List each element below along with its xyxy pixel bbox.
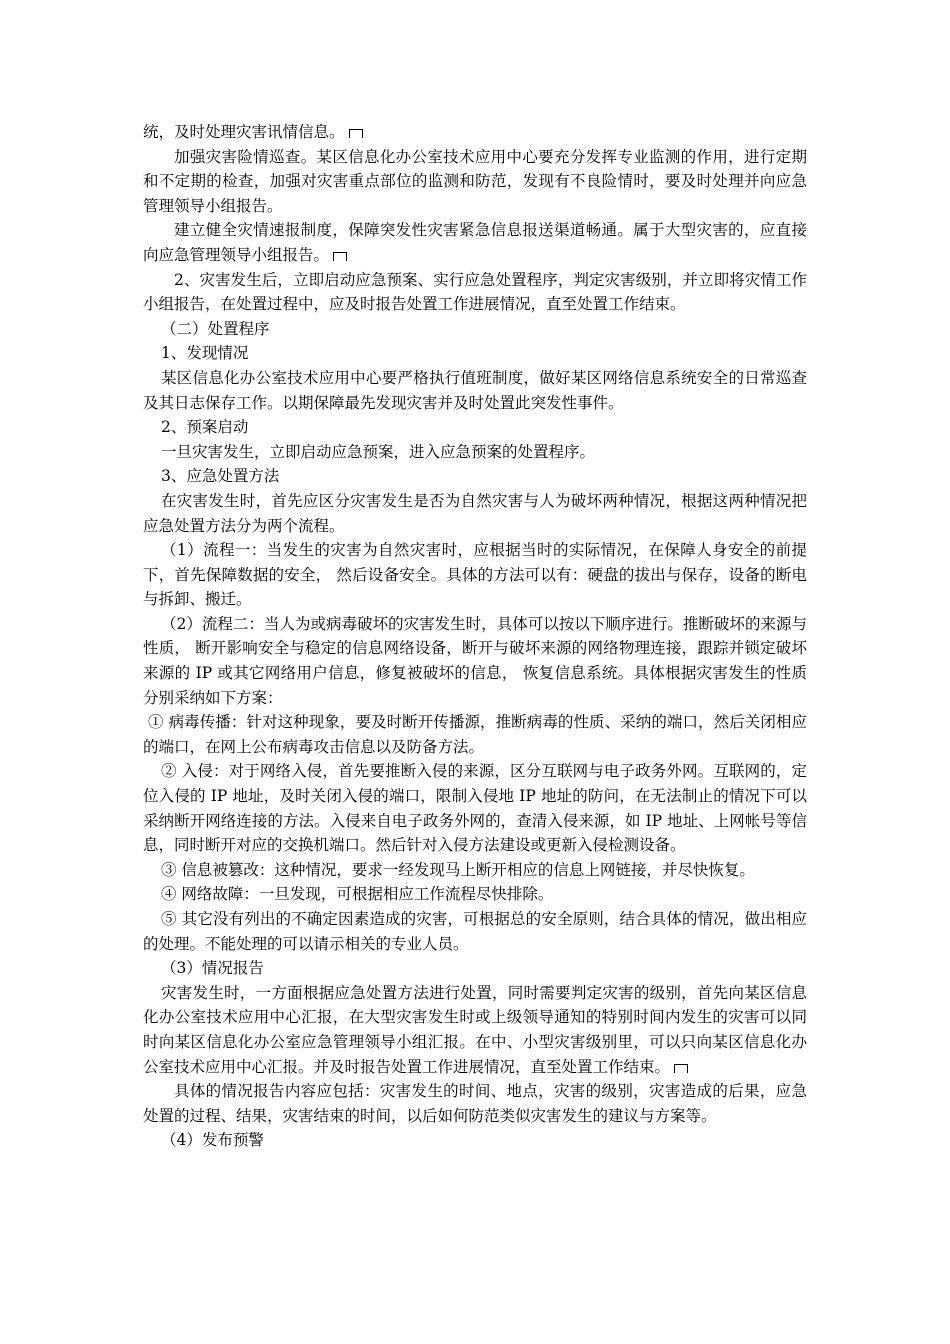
paragraph: 2、灾害发生后，立即启动应急预案、实行应急处置程序，判定灾害级别，并立即将灾情工作小组报告，在处置过程中，应及时报告处置工作进展情况，直至处置工作结束。 xyxy=(143,270,807,314)
subsection-heading: 3、应急处置方法 xyxy=(161,467,280,486)
list-item: ③ 信息被篡改：这种情况，要求一经发现马上断开相应的信息上网链接，并尽快恢复。 xyxy=(161,860,755,879)
list-item: ⑤ 其它没有列出的不确定因素造成的灾害，可根据总的安全原则，结合具体的情况，做出相应的处理。不能处理的可以请示相关的专业人员。 xyxy=(143,910,807,953)
paragraph-mark-icon xyxy=(674,1064,688,1073)
paragraph: 具体的情况报告内容应包括：灾害发生的时间、地点，灾害的级别，灾害造成的后果，应急处置的过程、结果，灾害结束的时间，以后如何防范类似灾害发生的建议与方案等。 xyxy=(143,1082,807,1125)
section-heading: （二）处置程序 xyxy=(161,319,270,338)
paragraph: 加强灾害险情巡查。某区信息化办公室技术应用中心要充分发挥专业监测的作用，进行定期和不定期的检查，加强对灾害重点部位的监测和防范，发现有不良险情时，要及时处理并向应急管理领导小组报告。 xyxy=(143,147,807,215)
paragraph: 在灾害发生时，首先应区分灾害发生是否为自然灾害与人为破坏两种情况，根据这两种情况把应急处置方法分为两个流程。 xyxy=(143,491,807,535)
paragraph: （1）流程一：当发生的灾害为自然灾害时，应根据当时的实际情况，在保障人身安全的前提下，首先保障数据的安全， 然后设备安全。具体的方法可以有：硬盘的拔出与保存，设备的断电与拆卸、搬迁。 xyxy=(143,541,807,609)
paragraph: （2）流程二：当人为或病毒破坏的灾害发生时，具体可以按以下顺序进行。推断破坏的来源与性质， 断开影响安全与稳定的信息网络设备，断开与破坏来源的网络物理连接，跟踪并锁定破坏来源的 IP 或其它网络用户信息，修复被破坏的信息， 恢复信息系统。具体根据灾害发生的性质分别采纳如下方案： xyxy=(143,614,807,707)
list-item: ② 入侵：对于网络入侵，首先要推断入侵的来源，区分互联网与电子政务外网。互联网的，定位入侵的 IP 地址，及时关闭入侵的端口，限制入侵地 IP 地址的防问，在无法制止的情况下可以采纳断开网络连接的方法。入侵来自电子政务外网的，查清入侵来源，如 IP 地址、上网帐号等信息，同时断开对应的交换机端口。然后针对入侵方法建设或更新入侵检测设备。 xyxy=(143,762,807,855)
paragraph: 统，及时处理灾害讯情信息。 xyxy=(143,120,807,145)
list-item: ④ 网络故障：一旦发现，可根据相应工作流程尽快排除。 xyxy=(161,885,554,904)
subsection-heading: 2、预案启动 xyxy=(161,418,249,437)
paragraph: 某区信息化办公室技术应用中心要严格执行值班制度，做好某区网络信息系统安全的日常巡查及其日志保存工作。以期保障最先发现灾害并及时处置此突发性事件。 xyxy=(143,368,807,412)
paragraph-mark-icon xyxy=(349,129,363,138)
paragraph: 一旦灾害发生，立即启动应急预案，进入应急预案的处置程序。 xyxy=(161,442,596,461)
subsection-heading: 1、发现情况 xyxy=(161,344,249,363)
subsection-heading: （3）情况报告 xyxy=(161,959,264,978)
list-item: ① 病毒传播：针对这种现象，要及时断开传播源，推断病毒的性质、采纳的端口，然后关闭相应的端口，在网上公布病毒攻击信息以及防备方法。 xyxy=(143,713,807,756)
subsection-heading: （4）发布预警 xyxy=(161,1131,264,1150)
paragraph-mark-icon xyxy=(333,252,347,261)
paragraph: 建立健全灾情速报制度，保障突发性灾害紧急信息报送渠道畅通。属于大型灾害的，应直接向应急管理领导小组报告。 xyxy=(143,221,807,264)
paragraph: 灾害发生时，一方面根据应急处置方法进行处置，同时需要判定灾害的级别，首先向某区信息化办公室技术应用中心汇报，在大型灾害发生时或上级领导通知的特别时间内发生的灾害可以同时向某区信息化办公室应急管理领导小组汇报。在中、小型灾害级别里，可以只向某区信息化办公室技术应用中心汇报。并及时报告处置工作进展情况，直至处置工作结束。 xyxy=(143,983,807,1076)
